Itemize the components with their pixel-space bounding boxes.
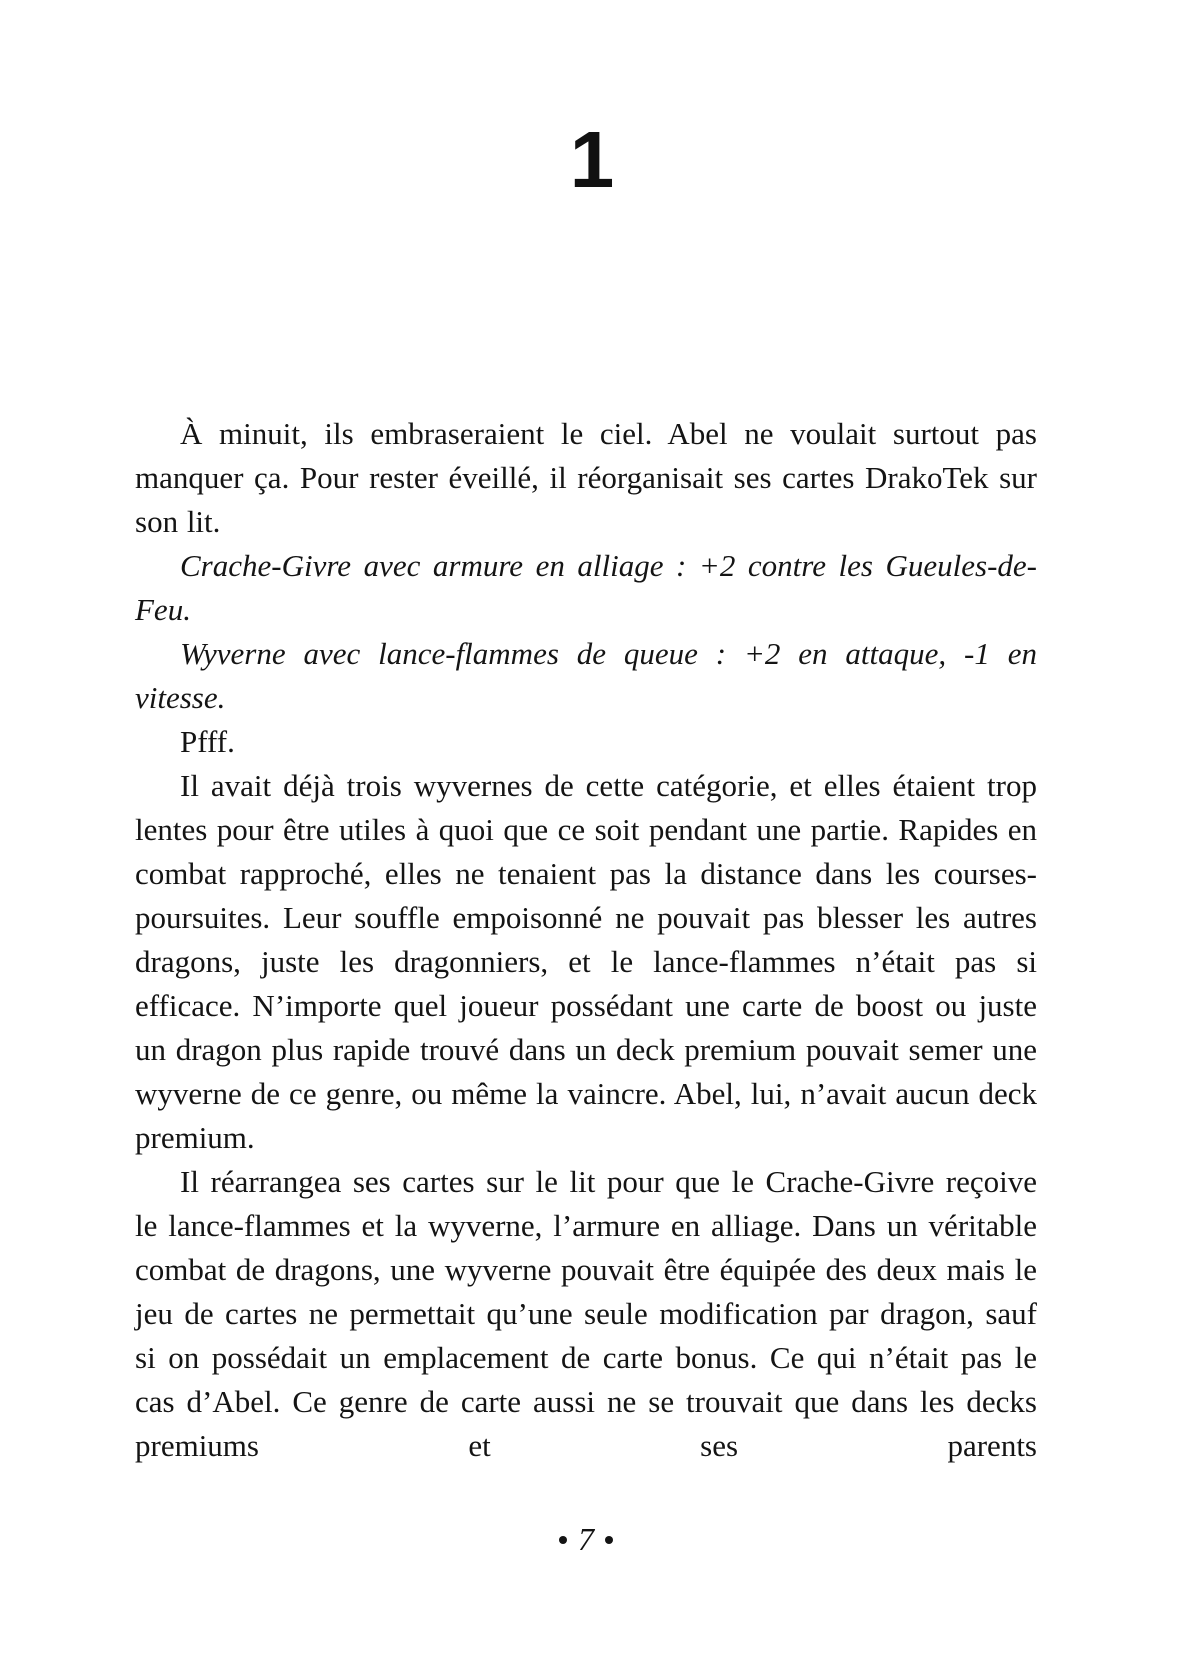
- chapter-number: 1: [569, 115, 615, 204]
- paragraph-wyvernes-critique: Il avait déjà trois wyvernes de cette catégorie, et elles étaient trop lentes pour être utiles à quoi que ce soit pendant une partie. Rapides en combat rapproché, elles ne tenaient pas la distance dans les courses-poursuites. Leur souffle empoisonné ne pouvait pas blesser les autres dragons, juste les dragonniers, et le lance-flammes n’était pas si efficace. N’importe quel joueur possédant une carte de boost ou juste un dragon plus rapide trouvé dans un deck premium pouvait semer une wyverne de ce genre, ou même la vaincre. Abel, lui, n’avait aucun deck premium.: [135, 768, 1037, 1155]
- page-number: [135, 1518, 1037, 1560]
- body-text: [135, 412, 1037, 1468]
- paragraph-pfff: Pfff.: [180, 724, 235, 759]
- paragraph-rearrangement: Il réarrangea ses cartes sur le lit pour que le Crache-Givre reçoive le lance-flammes et la wyverne, l’armure en alliage. Dans un véritable combat de dragons, une wyverne pouvait être équipée des deux mais le jeu de cartes ne permettait qu’une seule modification par dragon, sauf si on possédait un emplacement de carte bonus. Ce qui n’était pas le cas d’Abel. Ce genre de carte aussi ne se trouvait que dans les decks premiums et ses parents: [135, 1164, 1037, 1463]
- paragraph-opening: À minuit, ils embraseraient le ciel. Abel ne voulait surtout pas manquer ça. Pour rester éveillé, il réorganisait ses cartes DrakoTek sur son lit.: [135, 416, 1037, 539]
- page-number-value: 7: [578, 1521, 594, 1558]
- folio-dot-left: [559, 1536, 567, 1544]
- paragraph-card-crache-givre: Crache-Givre avec armure en alliage : +2 contre les Gueules-de-Feu.: [135, 548, 1037, 627]
- paragraph-card-wyverne: Wyverne avec lance-flammes de queue : +2 en attaque, -1 en vitesse.: [135, 636, 1037, 715]
- folio-dot-right: [605, 1536, 613, 1544]
